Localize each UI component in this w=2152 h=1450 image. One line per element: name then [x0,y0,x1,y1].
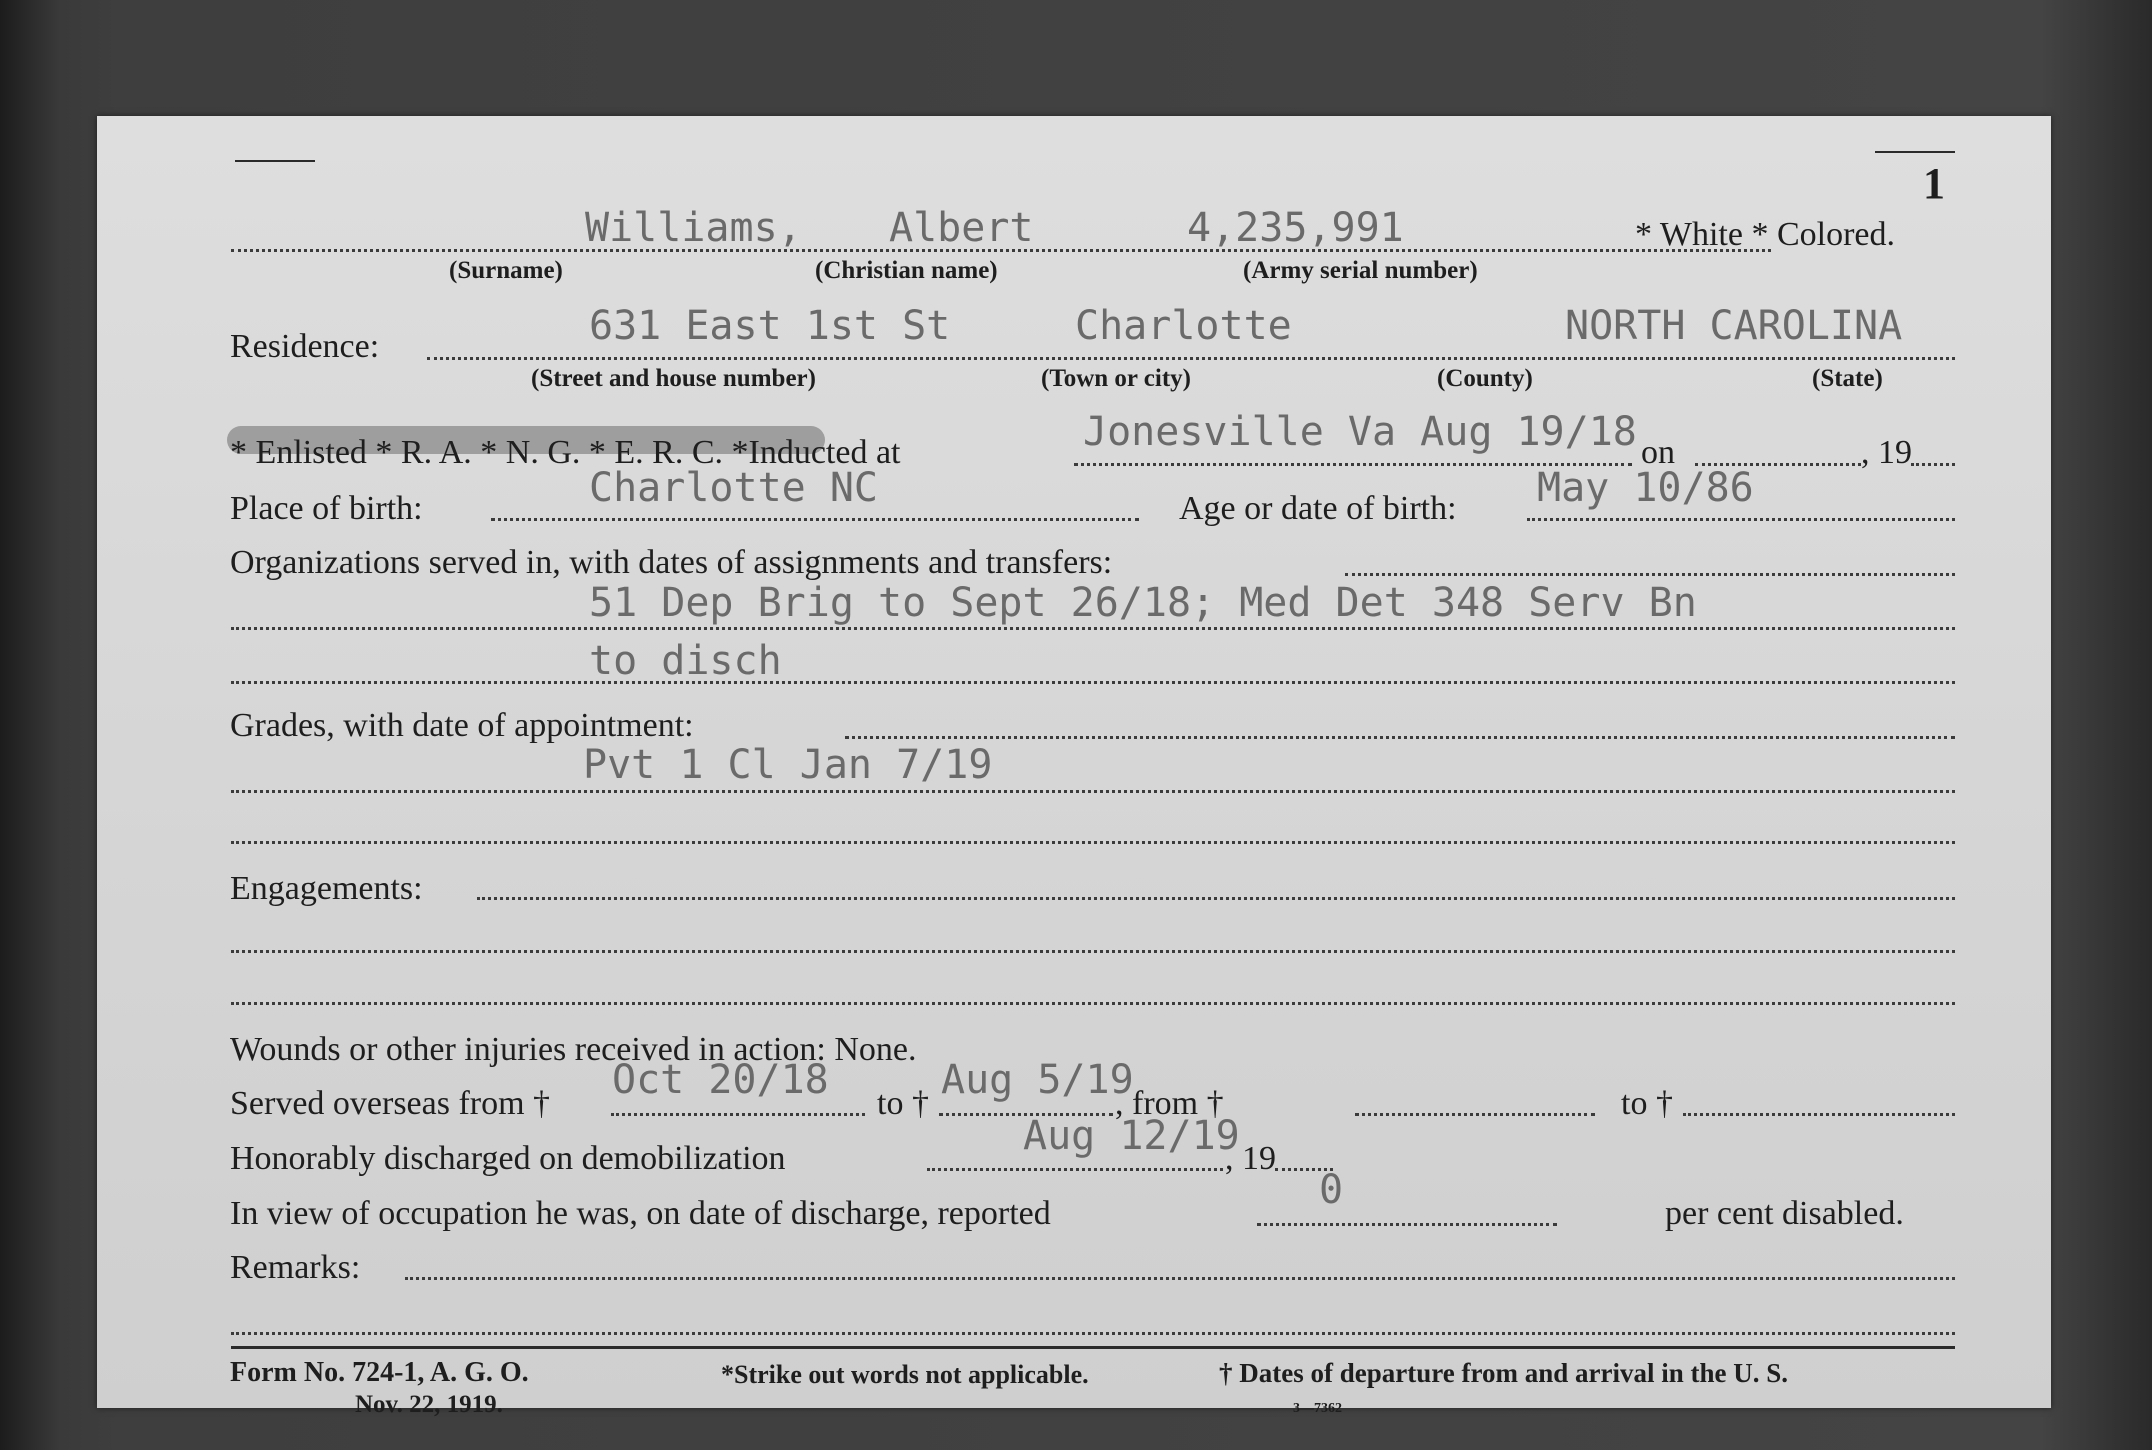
age-label: Age or date of birth: [1179,490,1457,527]
footer-dates-note: † Dates of departure from and arrival in the U. S. [1219,1358,1788,1388]
card-number: 1 [1923,159,1945,208]
organizations-line2: to disch [589,638,782,684]
serial-number-caption: (Army serial number) [1243,257,1478,284]
engagements-line3 [231,1002,1955,1005]
grades-label-line [845,736,1955,739]
serial-number-value: 4,235,991 [1187,205,1404,251]
induction-year-line [1911,463,1955,466]
remarks-line2 [231,1332,1955,1335]
overseas-to2-label: to † [1621,1085,1673,1122]
disability-suffix: per cent disabled. [1665,1195,1904,1232]
discharge-date-value: Aug 12/19 [1023,1113,1240,1159]
disability-label: In view of occupation he was, on date of discharge, reported [230,1195,1051,1232]
organizations-label: Organizations served in, with dates of assignments and transfers: [230,544,1113,581]
overseas-label: Served overseas from † [230,1085,551,1122]
birth-date-line [1527,518,1955,521]
surname-value: Williams, [585,205,802,251]
christian-name-caption: (Christian name) [815,257,998,284]
engagements-label: Engagements: [230,870,423,907]
christian-name-value: Albert [889,205,1034,251]
street-caption: (Street and house number) [531,365,816,392]
residence-town-value: Charlotte [1075,303,1292,349]
birth-place-line [491,518,1139,521]
state-caption: (State) [1812,365,1883,392]
footer-form-number: Form No. 724-1, A. G. O. [230,1357,529,1388]
grades-line1: Pvt 1 Cl Jan 7/19 [583,742,993,788]
organizations-line1-rule [231,627,1955,630]
organizations-label-line [1345,573,1955,576]
overseas-to-label: to † [877,1085,929,1122]
footer-strike-note: *Strike out words not applicable. [721,1360,1089,1389]
footer-rule [231,1346,1955,1349]
disability-line [1257,1223,1557,1226]
service-record-card [97,116,2051,1418]
disability-value: 0 [1319,1167,1344,1213]
race-options: * White * Colored. [1635,216,1895,253]
top-right-rule [1875,151,1955,153]
discharge-date-line [927,1168,1223,1171]
footer-form-date: Nov. 22, 1919. [355,1391,503,1418]
town-caption: (Town or city) [1041,365,1191,392]
top-left-rule [235,160,315,162]
residence-street-value: 631 East 1st St [589,303,951,349]
name-line [231,249,1771,252]
organizations-line2-rule [231,681,1955,684]
footer-print-code: 3—7362 [1293,1401,1342,1416]
discharge-year-suffix: , 19 [1225,1140,1276,1177]
engagements-line2 [231,950,1955,953]
grades-label: Grades, with date of appointment: [230,707,694,744]
birth-place-value: Charlotte NC [589,465,878,511]
residence-state-value: NORTH CAROLINA [1565,303,1903,349]
surname-caption: (Surname) [449,257,563,284]
overseas-from-line [611,1113,865,1116]
county-caption: (County) [1437,365,1533,392]
birth-date-value: May 10/86 [1537,465,1754,511]
induction-year-suffix: , 19 [1861,434,1912,471]
grades-line1-rule [231,790,1955,793]
organizations-line1: 51 Dep Brig to Sept 26/18; Med Det 348 Serv Bn [589,580,1697,626]
overseas-from-value: Oct 20/18 [612,1057,829,1103]
residence-line [427,357,1955,360]
overseas-from2-line [1355,1113,1595,1116]
induction-place-date: Jonesville Va Aug 19/18 [1083,409,1637,455]
birth-place-label: Place of birth: [230,490,423,527]
wounds-label: Wounds or other injuries received in action: None. [230,1031,917,1068]
enlistment-label: * Enlisted * R. A. * N. G. * E. R. C. *Inducted at [230,434,901,471]
remarks-label: Remarks: [230,1249,361,1286]
overseas-from2-label: , from † [1115,1085,1224,1122]
overseas-to-value: Aug 5/19 [941,1057,1134,1103]
discharge-label: Honorably discharged on demobilization [230,1140,786,1177]
overseas-to2-line [1683,1113,1955,1116]
remarks-line1 [405,1277,1955,1280]
residence-label: Residence: [230,328,380,365]
engagements-line1 [477,897,1955,900]
grades-line2-rule [231,841,1955,844]
induction-on-label: on [1641,434,1675,471]
